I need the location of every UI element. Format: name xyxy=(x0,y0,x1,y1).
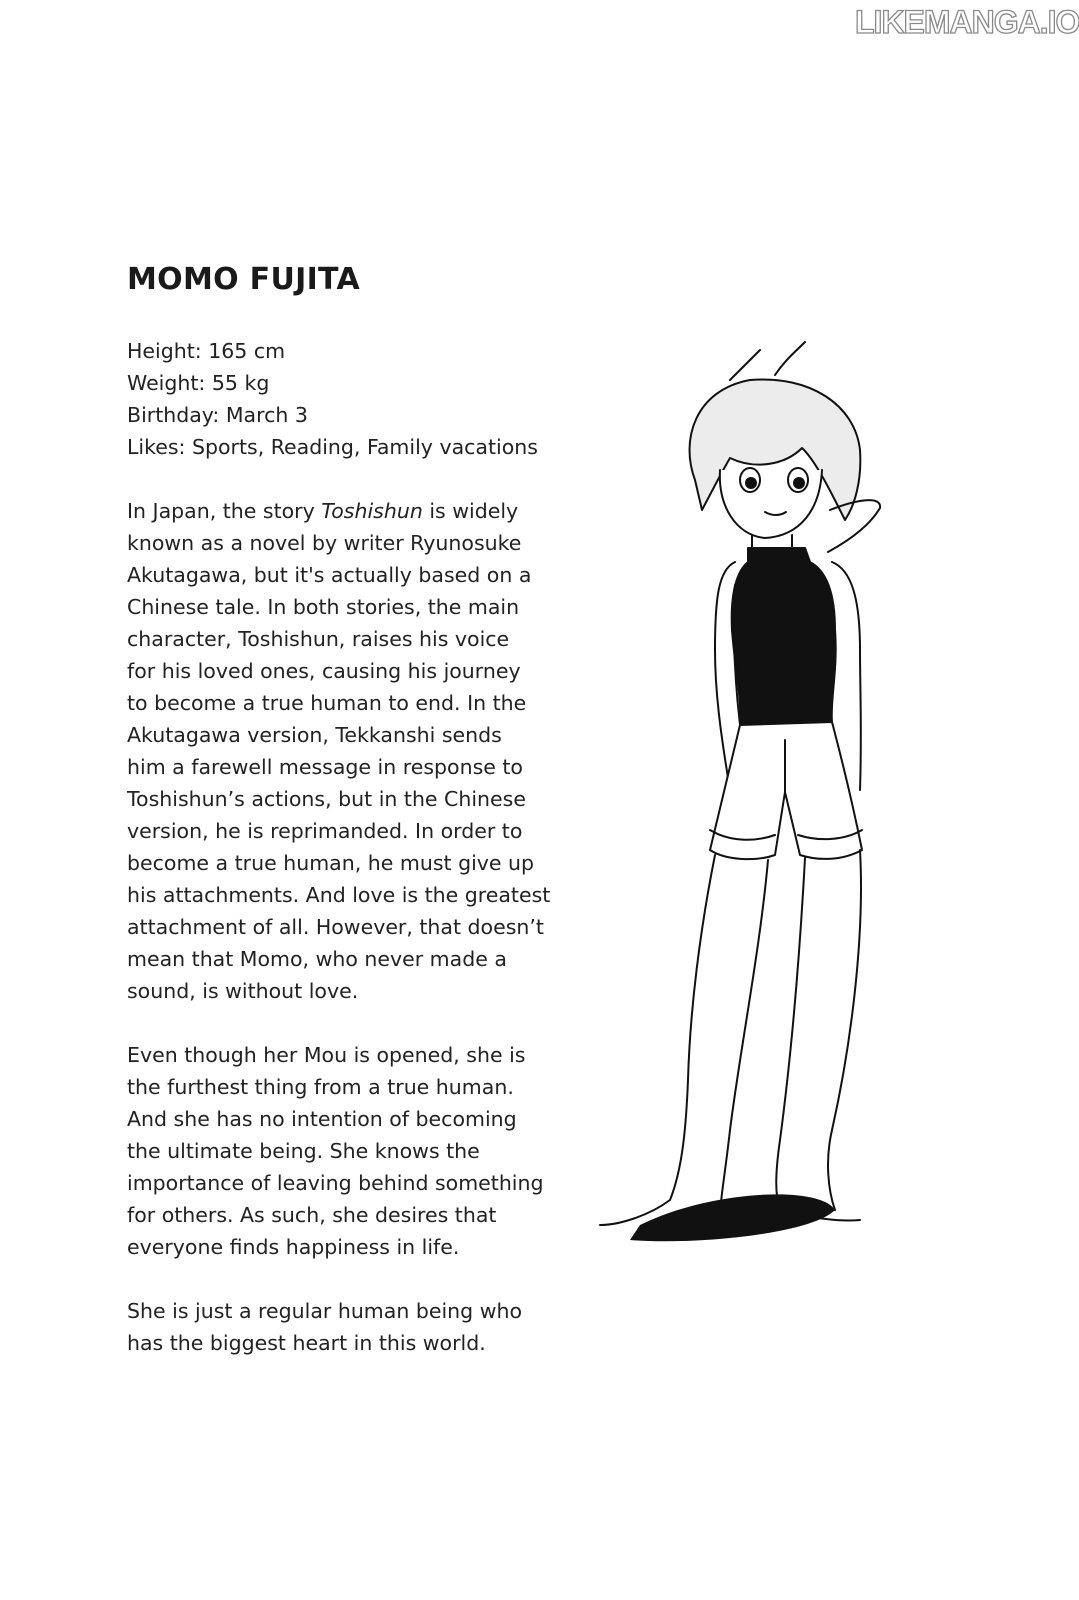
profile-text xyxy=(127,335,597,1359)
paragraph-line: become a true human, he must give up xyxy=(127,851,535,875)
paragraph-line: Toshishun’s actions, but in the Chinese xyxy=(127,787,526,811)
paragraph-closing xyxy=(127,1295,597,1359)
paragraph-line: In Japan, the story Toshishun is widely xyxy=(127,499,519,523)
stats-block xyxy=(127,335,597,463)
paragraph-line: sound, is without love. xyxy=(127,979,359,1003)
paragraph-line: has the biggest heart in this world. xyxy=(127,1331,486,1355)
paragraph-line: to become a true human to end. In the xyxy=(127,691,527,715)
character-name: MOMO FUJITA xyxy=(127,262,360,297)
paragraph-line: She is just a regular human being who xyxy=(127,1299,522,1323)
paragraph-line: Chinese tale. In both stories, the main xyxy=(127,595,520,619)
paragraph-line: Akutagawa, but it's actually based on a xyxy=(127,563,532,587)
stat-weight: Weight: 55 kg xyxy=(127,371,270,395)
stat-height: Height: 165 cm xyxy=(127,339,286,363)
paragraph-mou xyxy=(127,1039,597,1263)
paragraph-line: the furthest thing from a true human. xyxy=(127,1075,514,1099)
paragraph-line: known as a novel by writer Ryunosuke xyxy=(127,531,522,555)
stat-likes: Likes: Sports, Reading, Family vacations xyxy=(127,435,538,459)
paragraph-line: everyone finds happiness in life. xyxy=(127,1235,460,1259)
book-title: Toshishun xyxy=(321,499,423,523)
paragraph-line: And she has no intention of becoming xyxy=(127,1107,517,1131)
paragraph-line: importance of leaving behind something xyxy=(127,1171,544,1195)
paragraph-line: character, Toshishun, raises his voice xyxy=(127,627,510,651)
paragraph-line: his attachments. And love is the greatest xyxy=(127,883,551,907)
paragraph-line: version, he is reprimanded. In order to xyxy=(127,819,523,843)
paragraph-story xyxy=(127,495,597,1007)
paragraph-line: him a farewell message in response to xyxy=(127,755,523,779)
stat-birthday: Birthday: March 3 xyxy=(127,403,308,427)
paragraph-line: the ultimate being. She knows the xyxy=(127,1139,480,1163)
site-watermark: LIKEMANGA.IO xyxy=(855,4,1079,40)
character-illustration xyxy=(570,330,890,1270)
paragraph-line: attachment of all. However, that doesn’t xyxy=(127,915,544,939)
paragraph-line: for others. As such, she desires that xyxy=(127,1203,497,1227)
paragraph-line: Even though her Mou is opened, she is xyxy=(127,1043,526,1067)
paragraph-line: for his loved ones, causing his journey xyxy=(127,659,521,683)
paragraph-line: mean that Momo, who never made a xyxy=(127,947,507,971)
paragraph-line: Akutagawa version, Tekkanshi sends xyxy=(127,723,502,747)
